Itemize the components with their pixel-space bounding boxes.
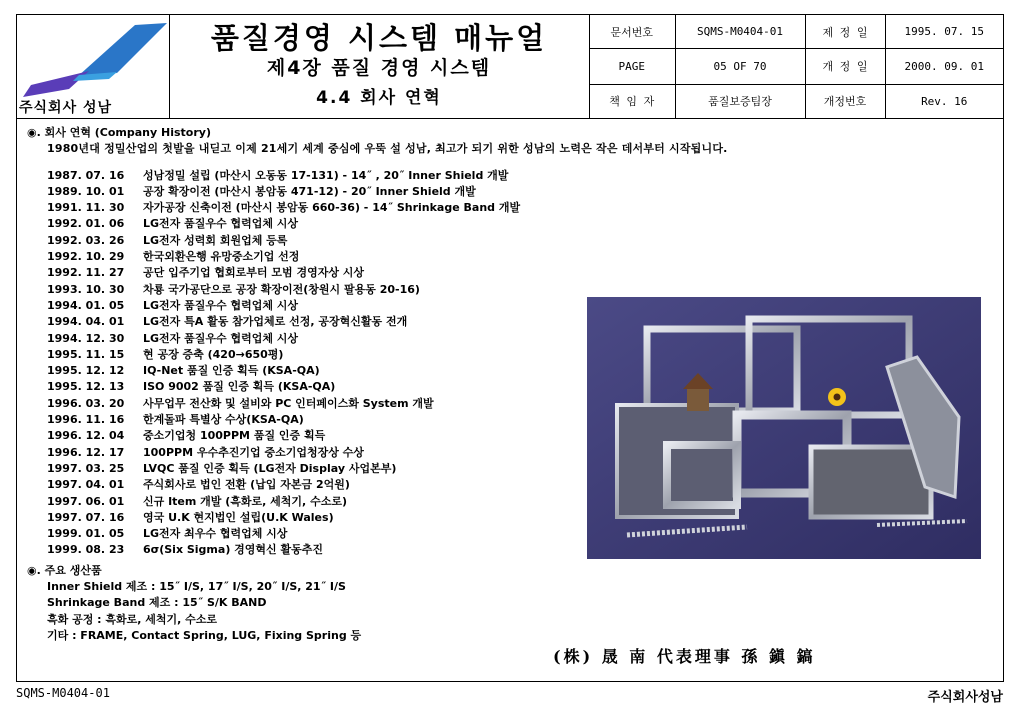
history-event: 6σ(Six Sigma) 경영혁신 활동추진 <box>143 543 324 557</box>
history-event: ISO 9002 품질 인증 획득 (KSA-QA) <box>143 380 336 394</box>
history-event: LG전자 품질우수 협력업체 시상 <box>143 331 299 345</box>
info-label: 책 임 자 <box>609 95 655 109</box>
info-row <box>589 15 1003 49</box>
info-label: 개정번호 <box>805 84 885 118</box>
history-item <box>27 200 997 216</box>
history-event: 공단 입주기업 협회로부터 모범 경영자상 시상 <box>143 266 365 280</box>
info-row <box>589 49 1003 84</box>
info-label: 제 정 일 <box>805 15 885 49</box>
history-date: 1994. 04. 01 <box>47 315 125 329</box>
history-date: 1992. 10. 29 <box>47 250 125 264</box>
history-date: 1994. 12. 30 <box>47 331 125 345</box>
history-date: 1997. 06. 01 <box>47 494 125 508</box>
title-cell <box>169 15 590 118</box>
info-label: 개 정 일 <box>805 49 885 84</box>
history-item <box>27 282 997 298</box>
history-date: 1997. 03. 25 <box>47 461 125 475</box>
company-logo-icon <box>17 15 167 100</box>
history-event: 중소기업청 100PPM 품질 인증 획득 <box>143 429 326 443</box>
product-photo <box>587 297 981 559</box>
info-row <box>589 84 1003 118</box>
history-date: 1995. 11. 15 <box>47 347 125 361</box>
info-value: SQMS-M0404-01 <box>675 15 805 49</box>
history-event: 차룡 국가공단으로 공장 확장이전(창원시 팔용동 20-16) <box>143 282 420 296</box>
product-line: 기타 : FRAME, Contact Spring, LUG, Fixing Spring 등 <box>47 628 362 642</box>
history-event: 주식회사로 법인 전환 (납입 자본금 2억원) <box>143 478 350 492</box>
history-date: 1992. 03. 26 <box>47 233 125 247</box>
history-event: LG전자 최우수 협력업체 시상 <box>143 527 288 541</box>
history-event: IQ-Net 품질 인증 획득 (KSA-QA) <box>143 364 320 378</box>
footer-company: 주식회사성남 <box>927 690 1003 705</box>
history-date: 1997. 07. 16 <box>47 510 125 524</box>
history-date: 1991. 11. 30 <box>47 201 125 215</box>
history-date: 1996. 12. 04 <box>47 429 125 443</box>
history-item <box>27 265 997 281</box>
history-date: 1989. 10. 01 <box>47 184 125 198</box>
history-event: LG전자 성력회 회원업체 등록 <box>143 233 288 247</box>
history-date: 1992. 01. 06 <box>47 217 125 231</box>
history-event: 현 공장 증축 (420→650평) <box>143 347 284 361</box>
history-date: 1997. 04. 01 <box>47 478 125 492</box>
info-label: 문서번호 <box>589 15 675 49</box>
document-frame <box>16 14 1004 682</box>
history-item <box>27 168 997 184</box>
info-value: 1995. 07. 15 <box>885 15 1003 49</box>
history-event: 자가공장 신축이전 (마산시 봉암동 660-36) - 14˝ Shrinkage Band 개발 <box>143 201 521 215</box>
products-heading: ◉. 주요 생산품 <box>27 563 102 577</box>
history-date: 1999. 08. 23 <box>47 543 125 557</box>
history-date: 1995. 12. 12 <box>47 364 125 378</box>
history-date: 1996. 11. 16 <box>47 413 125 427</box>
history-event: LVQC 품질 인증 획득 (LG전자 Display 사업본부) <box>143 461 397 475</box>
history-item <box>27 216 997 232</box>
history-event: 한국외환은행 유망중소기업 선정 <box>143 250 300 264</box>
history-event: 성남정밀 설립 (마산시 오동동 17-131) - 14˝ , 20˝ Inner Shield 개발 <box>143 168 509 182</box>
footer-doc-number: SQMS-M0404-01 <box>16 686 110 700</box>
company-name: 주식회사 성남 <box>19 100 113 116</box>
chapter-title: 제4장 품질 경영 시스템 <box>266 57 492 79</box>
history-event: 사무업무 전산화 및 설비와 PC 인터페이스화 System 개발 <box>143 396 434 410</box>
history-item <box>27 184 997 200</box>
info-value: 05 OF 70 <box>675 49 805 84</box>
logo-cell <box>17 15 170 118</box>
info-value: 2000. 09. 01 <box>885 49 1003 84</box>
history-event: 100PPM 우수추진기업 중소기업청장상 수상 <box>143 445 364 459</box>
history-date: 1996. 12. 17 <box>47 445 125 459</box>
history-date: 1999. 01. 05 <box>47 527 125 541</box>
history-date: 1993. 10. 30 <box>47 282 125 296</box>
history-heading: ◉. 회사 연혁 (Company History) <box>27 126 211 139</box>
history-event: LG전자 특A 활동 참가업체로 선정, 공장혁신활동 전개 <box>143 315 408 329</box>
section-title: 4.4 회사 연혁 <box>316 88 442 108</box>
product-line: Inner Shield 제조 : 15˝ I/S, 17˝ I/S, 20˝ I/S, 21˝ I/S <box>47 580 346 594</box>
history-event: LG전자 품질우수 협력업체 시상 <box>143 217 299 231</box>
history-item <box>27 233 997 249</box>
history-item <box>27 249 997 265</box>
representative-signature: (株) 晟 南 代表理事 孫 鎭 鎬 <box>553 647 816 666</box>
manual-title: 품질경영 시스템 매뉴얼 <box>210 21 548 55</box>
history-intro: 1980년대 정밀산업의 첫발을 내딛고 이제 21세기 세계 중심에 우뚝 설 성남, 최고가 되기 위한 성남의 노력은 작은 데서부터 시작됩니다. <box>47 142 728 156</box>
history-event: 공장 확장이전 (마산시 봉암동 471-12) - 20˝ Inner Shield 개발 <box>143 184 476 198</box>
history-date: 1995. 12. 13 <box>47 380 125 394</box>
history-date: 1987. 07. 16 <box>47 168 125 182</box>
info-value: 품질보증팀장 <box>675 84 805 118</box>
info-label: PAGE <box>589 49 675 84</box>
history-date: 1996. 03. 20 <box>47 396 125 410</box>
history-event: LG전자 품질우수 협력업체 시상 <box>143 298 299 312</box>
history-event: 한계돌파 특별상 수상(KSA-QA) <box>143 413 304 427</box>
history-date: 1994. 01. 05 <box>47 298 125 312</box>
history-event: 신규 Item 개발 (흑화로, 세척기, 수소로) <box>143 494 347 508</box>
document-header <box>17 15 1003 119</box>
product-line: 흑화 공정 : 흑화로, 세척기, 수소로 <box>47 612 218 626</box>
info-value: Rev. 16 <box>885 84 1003 118</box>
document-info-table <box>589 15 1003 118</box>
history-event: 영국 U.K 현지법인 설립(U.K Wales) <box>143 510 334 524</box>
products-list <box>27 579 997 644</box>
history-date: 1992. 11. 27 <box>47 266 125 280</box>
product-line: Shrinkage Band 제조 : 15˝ S/K BAND <box>47 596 267 610</box>
